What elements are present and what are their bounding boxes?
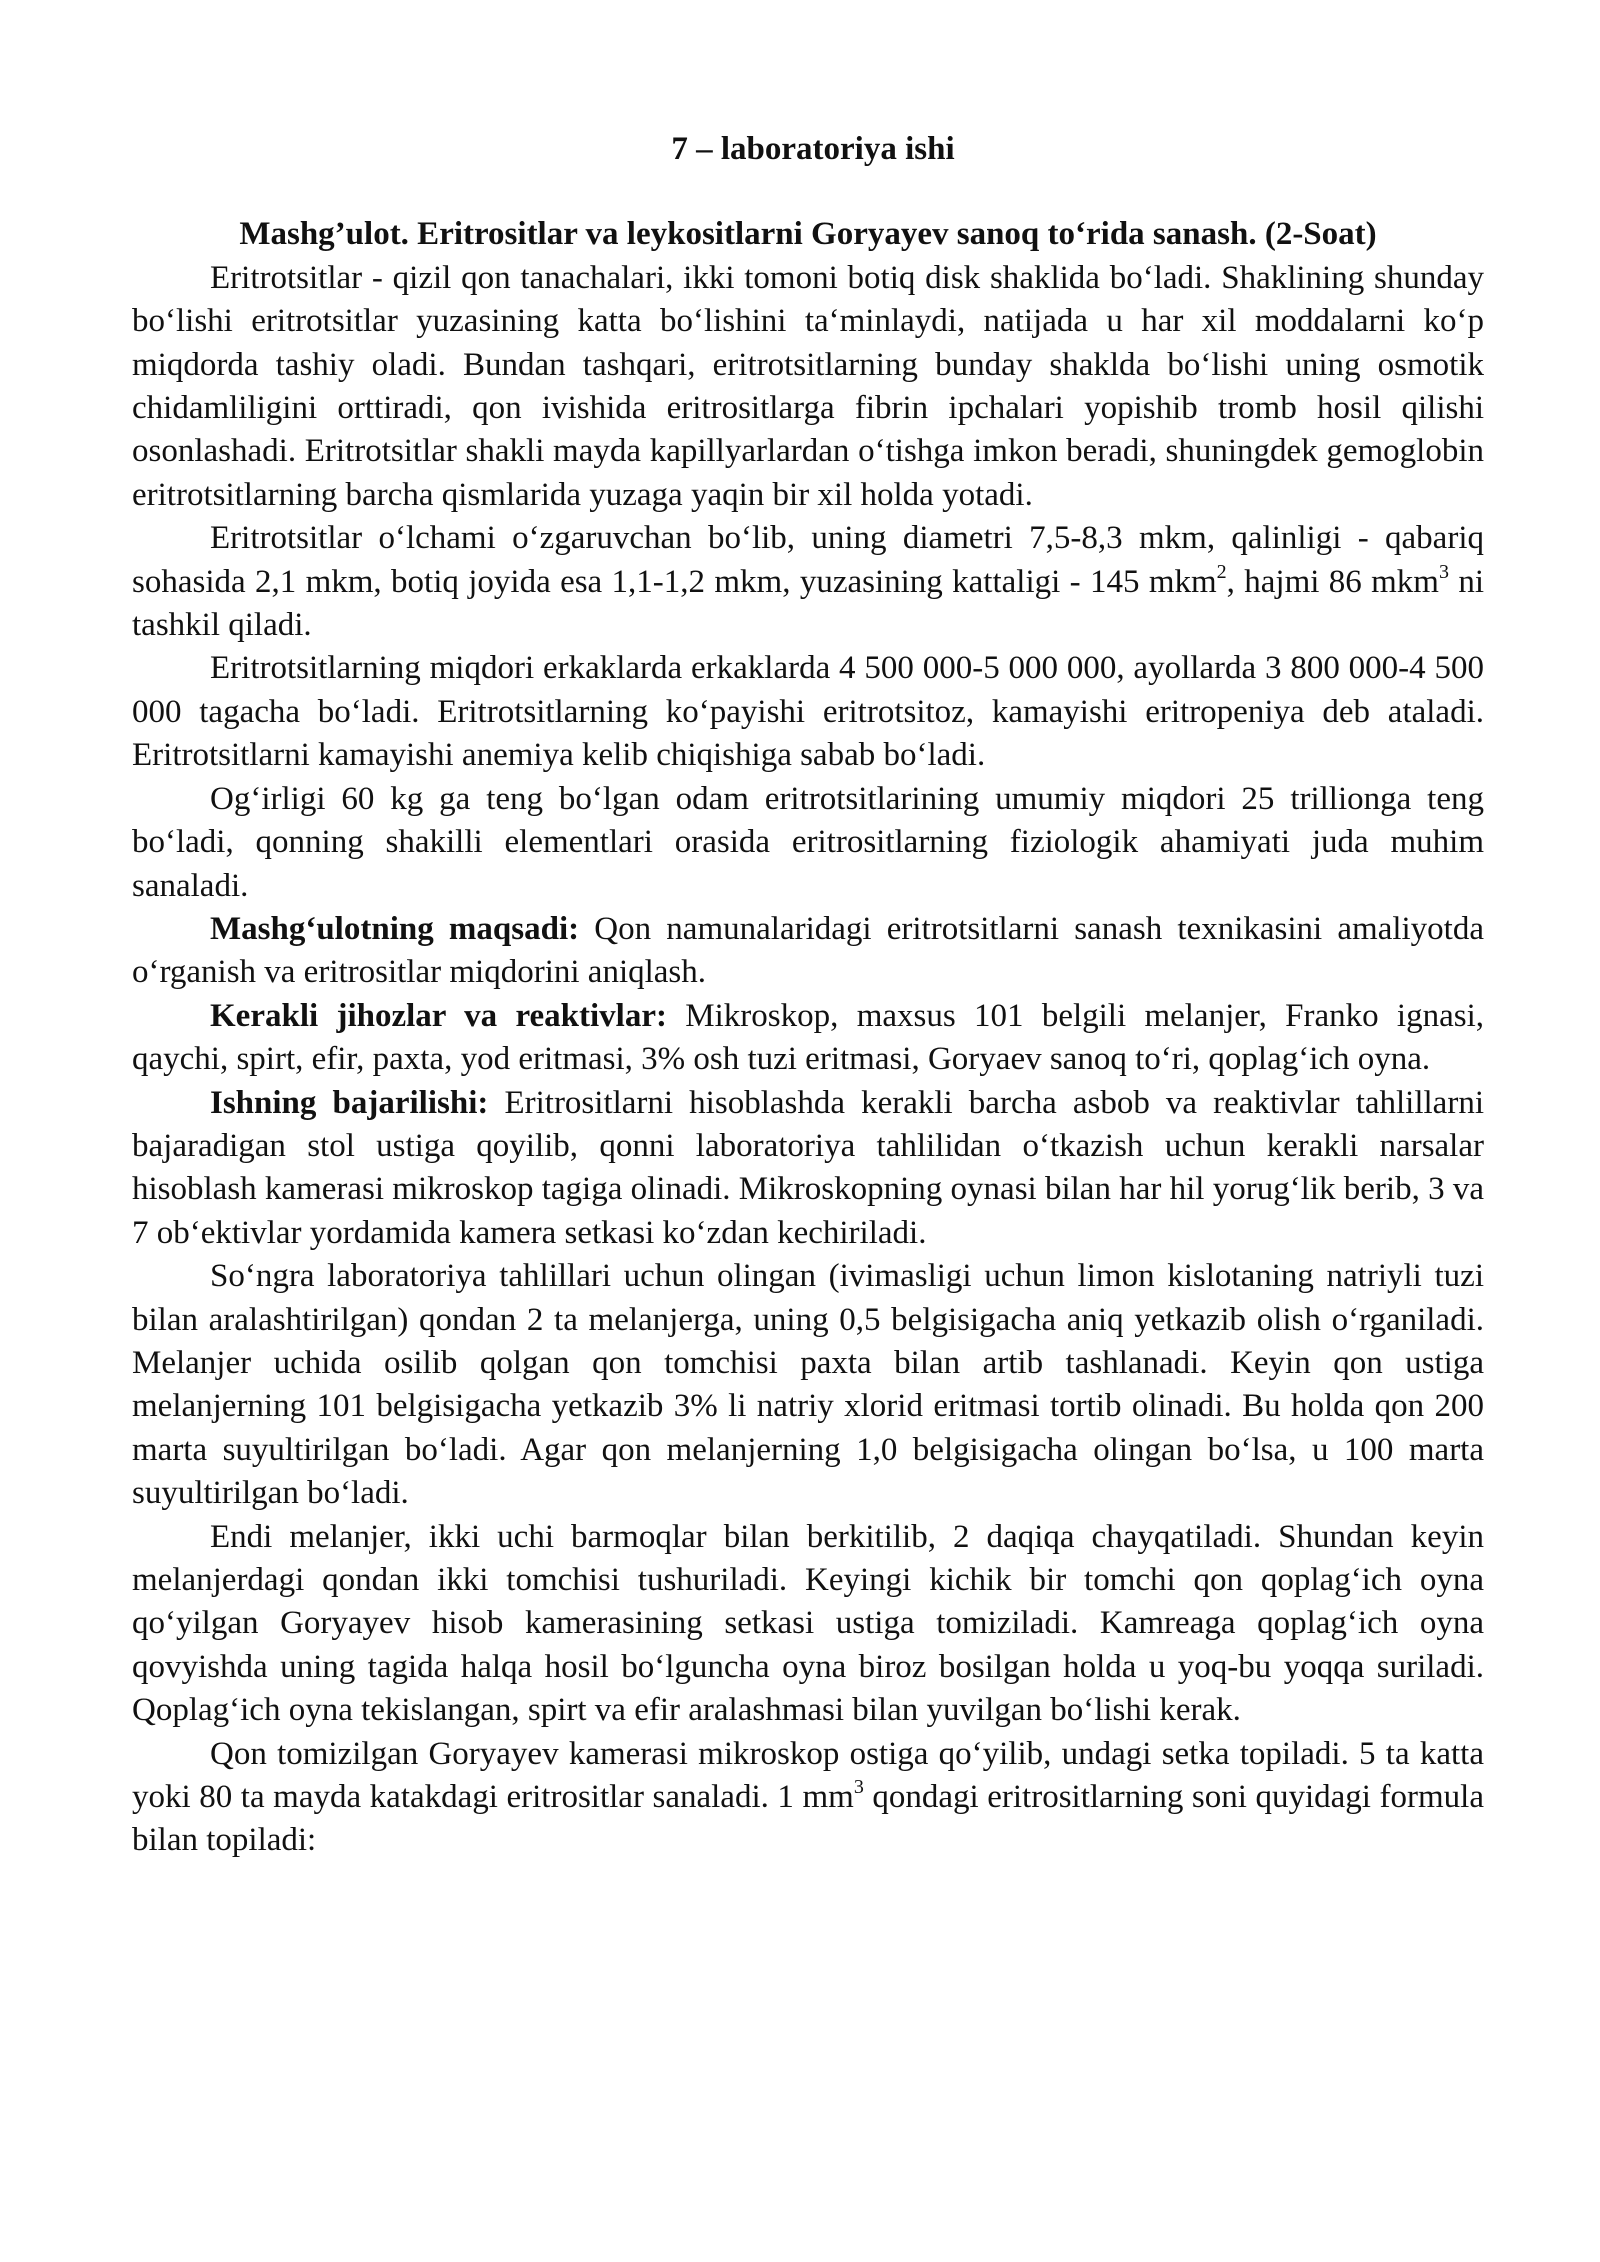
paragraph-erythrocyte-shape: Eritrotsitlar - qizil qon tanachalari, ikki tomoni botiq disk shaklida bo‘ladi. Shaklining shunday bo‘lishi eritrotsitlar yuzasining katta bo‘lishini ta‘minlaydi, natijada u har xil moddalarni ko‘p miqdorda tashiy oladi. Bundan tashqari, eritrotsitlarning bunday shaklda bo‘lishi uning osmotik chidamliligini orttiradi, qon ivishida eritrositlarga fibrin ipchalari yopishib tromb hosil qilishi osonlashadi. Eritrotsitlar shakli mayda kapillyarlardan o‘tishga imkon beradi, shuningdek gemoglobin eritrotsitlarning barcha qismlarida yuzaga yaqin bir xil holda yotadi.	[132, 259, 1484, 513]
paragraph-chamber-loading: Endi melanjer, ikki uchi barmoqlar bilan berkitilib, 2 daqiqa chayqatiladi. Shundan keyin melanjerdagi qondan ikki tomchisi tushuriladi. Keyingi kichik bir tomchi qon qoplag‘ich oyna qo‘yilgan Goryayev hisob kamerasining setkasi ustiga tomiziladi. Kamreaga qoplag‘ich oyna qovyishda uning tagida halqa hosil bo‘lguncha oyna biroz bosilgan holda u yoq-bu yoqqa suriladi. Qoplag‘ich oyna tekislangan, spirt va efir aralashmasi bilan yuvilgan bo‘lishi kerak.	[132, 1518, 1484, 1729]
document-page	[132, 128, 1484, 1863]
procedure-text: Eritrositlarni hisoblashda kerakli barcha asbob va reaktivlar tahlillarni bajaradigan stol ustiga qoyilib, qonni laboratoriya tahlilidan o‘tkazish uchun kerakli narsalar hisoblash kamerasi mikroskop tagiga olinadi. Mikroskopning oynasi bilan har hil yorug‘lik berib, 3 va 7 ob‘ektivlar yordamida kamera setkasi ko‘zdan kechiriladi.	[132, 1084, 1484, 1251]
text-fragment: qondagi eritrositlarning soni quyidagi formula bilan topiladi:	[132, 1779, 1484, 1859]
superscript: 3	[1438, 560, 1449, 583]
superscript: 3	[853, 1776, 864, 1799]
paragraph-counting	[132, 1733, 1484, 1863]
paragraph-procedure	[132, 1082, 1484, 1256]
paragraph-erythrocyte-size	[132, 517, 1484, 647]
text-fragment: , hajmi 86 mkm	[1226, 563, 1439, 600]
lesson-subtitle: Mashg’ulot. Eritrositlar va leykositlarni Goryayev sanoq to‘rida sanash. (2-Soat)	[239, 216, 1377, 253]
goal-text: Qon namunalaridagi eritrotsitlarni sanash texnikasini amaliyotda o‘rganish va eritrositlar miqdorini aniqlash.	[132, 910, 1484, 991]
paragraph-lesson-goal	[132, 908, 1484, 995]
text-fragment: ni tashkil qiladi.	[132, 563, 1484, 644]
equipment-label: Kerakli jihozlar va reaktivlar:	[210, 997, 667, 1034]
text-fragment: Eritrotsitlar o‘lchami o‘zgaruvchan bo‘lib, uning diametri 7,5-8,3 mkm, qalinligi - qabariq sohasida 2,1 mkm, botiq joyida esa 1,1-1,2 mkm, yuzasining kattaligi - 145 mkm	[132, 520, 1484, 600]
page-title: 7 – laboratoriya ishi	[671, 131, 955, 167]
equipment-text: Mikroskop, maxsus 101 belgili melanjer, Franko ignasi, qaychi, spirt, efir, paxta, yod eritmasi, 3% osh tuzi eritmasi, Goryaev sanoq to‘ri, qoplag‘ich oyna.	[132, 997, 1485, 1078]
paragraph-dilution: So‘ngra laboratoriya tahlillari uchun olingan (ivimasligi uchun limon kislotaning natriyli tuzi bilan aralashtirilgan) qondan 2 ta melanjerga, uning 0,5 belgisigacha aniq yetkazib olish o‘rganiladi. Melanjer uchida osilib qolgan qon tomchisi paxta bilan artib tashlanadi. Keyin qon ustiga melanjerning 101 belgisigacha yetkazib 3% li natriy xlorid eritmasi tortib olinadi. Bu holda qon 200 marta suyultirilgan bo‘ladi. Agar qon melanjerning 1,0 belgisigacha olingan bo‘lsa, u 100 marta suyultirilgan bo‘ladi.	[132, 1258, 1484, 1512]
paragraph-erythrocyte-count: Eritrotsitlarning miqdori erkaklarda erkaklarda 4 500 000-5 000 000, ayollarda 3 800 000-4 500 000 tagacha bo‘ladi. Eritrotsitlarning ko‘payishi eritrotsitoz, kamayishi eritropeniya deb ataladi. Eritrotsitlarni kamayishi anemiya kelib chiqishiga sabab bo‘ladi.	[132, 650, 1484, 774]
paragraph-equipment	[132, 995, 1484, 1082]
text-fragment: Qon tomizilgan Goryayev kamerasi mikroskop ostiga qo‘yilib, undagi setka topiladi. 5 ta katta yoki 80 ta mayda katakdagi eritrositlar sanaladi. 1 mm	[132, 1735, 1484, 1816]
procedure-label: Ishning bajarilishi:	[210, 1084, 489, 1121]
superscript: 2	[1216, 560, 1227, 583]
paragraph-total-amount: Og‘irligi 60 kg ga teng bo‘lgan odam eritrotsitlarining umumiy miqdori 25 trillionga teng bo‘ladi, qonning shakilli elementlari orasida eritrositlarning fiziologik ahamiyati juda muhim sanaladi.	[132, 780, 1484, 904]
goal-label: Mashg‘ulotning maqsadi:	[210, 910, 580, 947]
